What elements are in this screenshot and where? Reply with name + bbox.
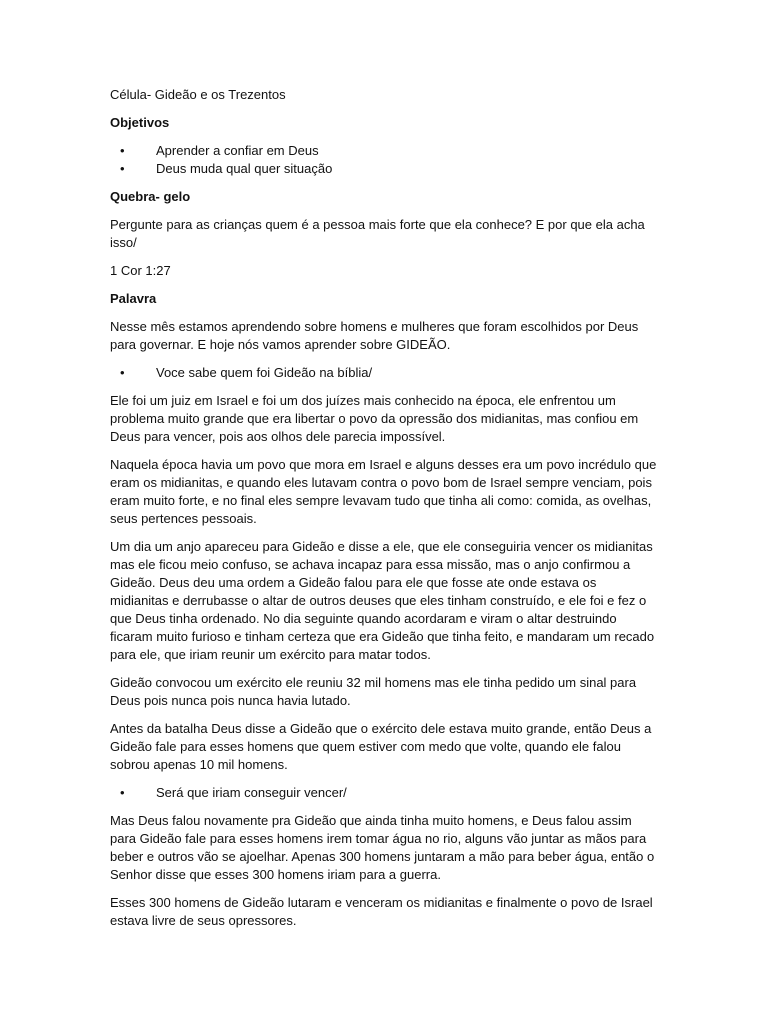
bullet-icon: • (120, 161, 125, 176)
paragraph: Um dia um anjo apareceu para Gideão e disse a ele, que ele conseguiria vencer os midianitas mas ele ficou meio confuso, se achava incapaz para essa missão, mas o anjo confirmou a Gideão. Deus deu uma ordem a Gideão falou para ele que fosse ate onde estava os midianitas e derrubasse o altar de outros deuses que eles tinham construído, e ele foi e fez o que Deus tinha ordenado. No dia seguinte quando acordaram e viram o altar destruindo ficaram muito furioso e tinham certeza que era Gideão que tinha feito, e mandaram um recado para ele, que iriam reunir um exército para matar todos. (110, 539, 655, 662)
paragraph: Naquela época havia um povo que mora em Israel e alguns desses era um povo incrédulo que eram os midianitas, e quando eles lutavam contra o povo bom de Israel sempre venciam, pois eram muito forte, e no final eles sempre levavam tudo que tinha ali como: comida, as ovelhas, seus pertences pessoais. (110, 457, 657, 526)
bullet-icon: • (120, 143, 125, 158)
paragraph: Antes da batalha Deus disse a Gideão que o exército dele estava muito grande, então Deus a Gideão fale para esses homens que quem estiver com medo que volte, quando ele falou sobrou apenas 10 mil homens. (110, 721, 652, 772)
list-item (110, 142, 658, 160)
objetivos-heading: Objetivos (110, 115, 170, 130)
bullet-icon: • (120, 365, 125, 380)
paragraph: Gideão convocou um exército ele reuniu 32 mil homens mas ele tinha pedido um sinal para Deus pois nunca pois nunca havia lutado. (110, 675, 637, 708)
objetivos-list (110, 142, 658, 178)
document-title: Célula- Gideão e os Trezentos (110, 87, 286, 102)
list-item-text: Aprender a confiar em Deus (156, 143, 319, 158)
paragraph: Ele foi um juiz em Israel e foi um dos juízes mais conhecido na época, ele enfrentou um problema muito grande que era libertar o povo da opressão dos midianitas, mas confiou em Deus para vencer, pois aos olhos dele parecia impossível. (110, 393, 639, 444)
bullet-icon: • (120, 785, 125, 800)
question-item (110, 784, 658, 802)
list-item-text: Deus muda qual quer situação (156, 161, 333, 176)
paragraph: Esses 300 homens de Gideão lutaram e venceram os midianitas e finalmente o povo de Israel estava livre de seus opressores. (110, 895, 653, 928)
question-item (110, 364, 658, 382)
list-item (110, 160, 658, 178)
quebra-gelo-text: Pergunte para as crianças quem é a pessoa mais forte que ela conhece? E por que ela acha isso/ (110, 217, 645, 250)
palavra-intro: Nesse mês estamos aprendendo sobre homens e mulheres que foram escolhidos por Deus para governar. E hoje nós vamos aprender sobre GIDEÃO. (110, 319, 639, 352)
question-text: Será que iriam conseguir vencer/ (156, 785, 347, 800)
document-body (110, 86, 658, 940)
bible-reference: 1 Cor 1:27 (110, 263, 171, 278)
paragraph: Mas Deus falou novamente pra Gideão que ainda tinha muito homens, e Deus falou assim para Gideão fale para esses homens irem tomar água no rio, alguns vão juntar as mãos para beber e outros vão se ajoelhar. Apenas 300 homens juntaram a mão para beber água, então o Senhor disse que esses 300 homens iriam para a guerra. (110, 813, 655, 882)
palavra-heading: Palavra (110, 291, 157, 306)
quebra-gelo-heading: Quebra- gelo (110, 189, 191, 204)
question-text: Voce sabe quem foi Gideão na bíblia/ (156, 365, 373, 380)
